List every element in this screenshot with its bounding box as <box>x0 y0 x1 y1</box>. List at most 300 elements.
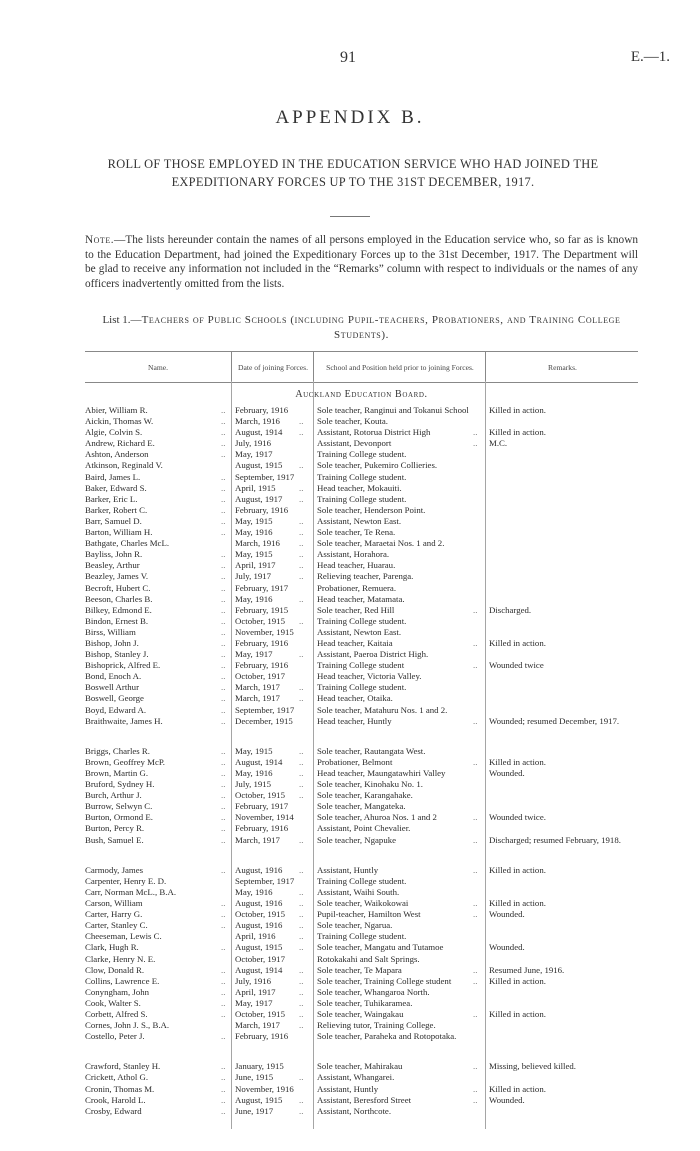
leader-dots: .. <box>299 745 304 756</box>
row-name: Bishop, Stanley J. <box>85 649 149 660</box>
row-name: Costello, Peter J. <box>85 1031 145 1042</box>
row-name: Brown, Martin G. <box>85 768 149 778</box>
row-date: May, 1916 <box>235 593 273 604</box>
row-remarks: Killed in action. <box>489 975 546 986</box>
row-date: December, 1915 <box>235 715 293 726</box>
table-row <box>85 801 638 812</box>
leader-dots: .. <box>299 986 304 997</box>
row-date: January, 1915 <box>235 1061 284 1072</box>
row-name: Clarke, Henry N. E. <box>85 953 156 964</box>
row-school: Assistant, Whangarei. <box>317 1072 395 1083</box>
leader-dots: .. <box>221 964 226 975</box>
table-row <box>85 693 638 704</box>
row-school: Sole teacher, Rautangata West. <box>317 745 426 756</box>
row-school: Training College student. <box>317 471 407 482</box>
row-remarks: Discharged. <box>489 604 532 615</box>
leader-dots: .. <box>473 1083 478 1094</box>
leader-dots: .. <box>299 515 304 526</box>
leader-dots: .. <box>221 571 226 582</box>
leader-dots: .. <box>221 898 226 909</box>
leader-dots: .. <box>299 920 304 931</box>
row-school: Sole teacher, Te Mapara <box>317 964 402 975</box>
row-school: Sole teacher, Kinohaku No. 1. <box>317 779 423 790</box>
row-name: Aickin, Thomas W. <box>85 416 154 427</box>
leader-dots: .. <box>221 704 226 715</box>
row-school: Sole teacher, Waingakau <box>317 1008 404 1019</box>
leader-dots: .. <box>299 931 304 942</box>
row-name: Bilkey, Edmond E. <box>85 604 152 615</box>
row-school: Head teacher, Maungatawhiri Valley <box>317 768 446 778</box>
leader-dots: .. <box>221 582 226 593</box>
row-school: Head teacher, Matamata. <box>317 593 405 604</box>
row-date: March, 1916 <box>235 416 280 427</box>
leader-dots: .. <box>221 942 226 953</box>
row-date: May, 1917 <box>235 997 273 1008</box>
row-date: June, 1915 <box>235 1072 274 1083</box>
row-date: September, 1917 <box>235 875 295 886</box>
leader-dots: .. <box>299 549 304 560</box>
row-date: August, 1916 <box>235 920 283 931</box>
row-date: August, 1915 <box>235 460 283 471</box>
row-school: Relieving teacher, Parenga. <box>317 571 414 582</box>
row-school: Pupil-teacher, Hamilton West <box>317 909 421 920</box>
leader-dots: .. <box>221 649 226 660</box>
row-date: November, 1915 <box>235 626 294 637</box>
row-remarks: Wounded twice. <box>489 812 546 823</box>
row-school: Sole teacher, Maraetai Nos. 1 and 2. <box>317 538 445 549</box>
table-row <box>85 682 638 693</box>
row-name: Carmody, James <box>85 864 144 875</box>
leader-dots: .. <box>221 549 226 560</box>
row-name: Bayliss, John R. <box>85 549 143 560</box>
row-remarks: Killed in action. <box>489 405 546 415</box>
row-date: September, 1917 <box>235 704 295 715</box>
leader-dots: .. <box>299 898 304 909</box>
row-date: February, 1916 <box>235 504 289 515</box>
row-date: May, 1915 <box>235 745 273 756</box>
leader-dots: .. <box>299 571 304 582</box>
row-date: February, 1916 <box>235 637 289 648</box>
row-date: June, 1917 <box>235 1105 274 1116</box>
row-name: Crosby, Edward <box>85 1105 142 1116</box>
table-row <box>85 965 638 976</box>
note-lead: Note. <box>85 234 115 246</box>
leader-dots: .. <box>473 975 478 986</box>
table-row <box>85 998 638 1009</box>
table-row <box>85 427 638 438</box>
table-row <box>85 823 638 834</box>
row-school: Training College student <box>317 660 405 671</box>
leader-dots: .. <box>299 493 304 504</box>
leader-dots: .. <box>473 898 478 909</box>
row-remarks: Wounded. <box>489 942 525 953</box>
leader-dots: .. <box>473 864 478 875</box>
row-date: October, 1917 <box>235 671 285 682</box>
leader-dots: .. <box>299 909 304 920</box>
row-name: Burch, Arthur J. <box>85 790 142 801</box>
row-name: Crook, Harold L. <box>85 1094 146 1105</box>
leader-dots: .. <box>473 427 478 438</box>
row-date: May, 1917 <box>235 649 273 660</box>
row-name: Beeson, Charles B. <box>85 593 153 604</box>
row-school: Assistant, Point Chevalier. <box>317 823 411 834</box>
row-remarks: Killed in action. <box>489 1008 546 1019</box>
row-school: Sole teacher, Red Hill <box>317 604 395 615</box>
row-name: Abier, William R. <box>85 405 148 415</box>
leader-dots: .. <box>221 1008 226 1019</box>
row-remarks: M.C. <box>489 438 508 449</box>
row-school: Head teacher, Kaitaia <box>317 637 393 648</box>
leader-dots: .. <box>221 920 226 931</box>
row-school: Assistant, Northcote. <box>317 1105 392 1116</box>
row-date: May, 1915 <box>235 549 273 560</box>
row-name: Bruford, Sydney H. <box>85 779 155 790</box>
leader-dots: .. <box>221 405 226 415</box>
row-remarks: Wounded; resumed December, 1917. <box>489 715 620 726</box>
row-name: Braithwaite, James H. <box>85 715 163 726</box>
table-row <box>85 790 638 801</box>
leader-dots: .. <box>473 1094 478 1105</box>
leader-dots: .. <box>221 438 226 449</box>
leader-dots: .. <box>299 779 304 790</box>
leader-dots: .. <box>299 997 304 1008</box>
leader-dots: .. <box>299 834 304 845</box>
row-date: March, 1917 <box>235 682 280 693</box>
table-row <box>85 876 638 887</box>
leader-dots: .. <box>221 593 226 604</box>
leader-dots: .. <box>299 1008 304 1019</box>
column-header-school: School and Position held prior to joining Forces. <box>313 352 486 382</box>
row-date: March, 1917 <box>235 693 280 704</box>
leader-dots: .. <box>221 615 226 626</box>
row-date: November, 1916 <box>235 1083 294 1094</box>
table-row <box>85 449 638 460</box>
row-name: Crickett, Athol G. <box>85 1072 149 1083</box>
row-school: Assistant, Paeroa District High. <box>317 649 429 660</box>
row-name: Cheeseman, Lewis C. <box>85 931 162 942</box>
row-school: Assistant, Newton East. <box>317 626 402 637</box>
row-name: Clow, Donald R. <box>85 964 145 975</box>
row-school: Assistant, Devonport <box>317 438 392 449</box>
table-row <box>85 549 638 560</box>
note-text: —The lists hereunder contain the names of all persons employed in the Education service who, so far as is known to the Education Department, had joined the Expeditionary Forces up to the 31st December, 1917. The Department will be glad to receive any information not included in the “Remarks” column with respect to individuals or the names of any officers inadvertently omitted from the lists. <box>85 234 638 290</box>
row-date: August, 1914 <box>235 427 283 438</box>
table-row <box>85 898 638 909</box>
table-header <box>85 351 638 383</box>
leader-dots: .. <box>473 909 478 920</box>
leader-dots: .. <box>221 1083 226 1094</box>
row-school: Sole teacher, Whangaroa North. <box>317 986 430 997</box>
row-date: July, 1916 <box>235 975 272 986</box>
row-school: Sole teacher, Henderson Point. <box>317 504 426 515</box>
row-date: April, 1917 <box>235 986 276 997</box>
row-date: May, 1916 <box>235 886 273 897</box>
row-school: Sole teacher, Te Rena. <box>317 527 396 538</box>
leader-dots: .. <box>473 715 478 726</box>
leader-dots: .. <box>299 460 304 471</box>
row-date: March, 1917 <box>235 1020 280 1031</box>
row-name: Carson, William <box>85 898 143 909</box>
leader-dots: .. <box>221 560 226 571</box>
row-school: Sole teacher, Training College student <box>317 975 452 986</box>
table-row <box>85 627 638 638</box>
row-date: September, 1917 <box>235 471 295 482</box>
row-school: Assistant, Huntly <box>317 1083 379 1094</box>
row-school: Training College student. <box>317 682 407 693</box>
leader-dots: .. <box>299 964 304 975</box>
leader-dots: .. <box>221 416 226 427</box>
row-name: Barr, Samuel D. <box>85 515 142 526</box>
row-date: October, 1915 <box>235 1008 285 1019</box>
row-school: Assistant, Horahora. <box>317 549 390 560</box>
leader-dots: .. <box>299 482 304 493</box>
row-school: Sole teacher, Ahuroa Nos. 1 and 2 <box>317 812 437 823</box>
table-row <box>85 638 638 649</box>
table-row <box>85 909 638 920</box>
row-school: Head teacher, Otaika. <box>317 693 393 704</box>
row-remarks: Resumed June, 1916. <box>489 964 565 975</box>
row-remarks: Killed in action. <box>489 898 546 909</box>
row-remarks: Missing, believed killed. <box>489 1061 576 1072</box>
row-school: Assistant, Newton East. <box>317 515 402 526</box>
table-row <box>85 887 638 898</box>
row-date: February, 1916 <box>235 823 289 834</box>
table-row <box>85 812 638 823</box>
leader-dots: .. <box>299 975 304 986</box>
row-name: Briggs, Charles R. <box>85 745 150 756</box>
row-date: February, 1916 <box>235 405 289 415</box>
row-name: Brown, Geoffrey McP. <box>85 756 165 767</box>
leader-dots: .. <box>299 527 304 538</box>
row-school: Sole teacher, Mangateka. <box>317 801 406 812</box>
leader-dots: .. <box>221 997 226 1008</box>
row-remarks: Wounded. <box>489 909 525 920</box>
leader-dots: .. <box>221 756 226 767</box>
row-date: May, 1916 <box>235 527 273 538</box>
row-date: August, 1915 <box>235 1094 283 1105</box>
leader-dots: .. <box>299 560 304 571</box>
list-heading-prefix: List 1.— <box>102 314 142 326</box>
row-date: August, 1916 <box>235 864 283 875</box>
row-name: Burton, Ormond E. <box>85 812 153 823</box>
row-remarks: Wounded. <box>489 768 525 778</box>
leader-dots: .. <box>299 1020 304 1031</box>
row-school: Sole teacher, Matahuru Nos. 1 and 2. <box>317 704 448 715</box>
row-name: Atkinson, Reginald V. <box>85 460 163 471</box>
row-school: Assistant, Huntly <box>317 864 379 875</box>
table-row <box>85 583 638 594</box>
table-row <box>85 649 638 660</box>
row-name: Barton, William H. <box>85 527 153 538</box>
row-remarks: Killed in action. <box>489 1083 546 1094</box>
table-row <box>85 527 638 538</box>
row-date: August, 1915 <box>235 942 283 953</box>
leader-dots: .. <box>473 756 478 767</box>
list-heading-text: Teachers of Public Schools (including Pupil-teachers, Probationers, and Training College Students). <box>141 314 621 341</box>
leader-dots: .. <box>473 812 478 823</box>
table-row <box>85 779 638 790</box>
roll-title: ROLL OF THOSE EMPLOYED IN THE EDUCATION SERVICE WHO HAD JOINED THE EXPEDITIONARY FORCES UP TO THE 31ST DECEMBER, 1917. <box>107 157 599 189</box>
leader-dots: .. <box>221 626 226 637</box>
row-school: Probationer, Belmont <box>317 756 393 767</box>
leader-dots: .. <box>221 1031 226 1042</box>
row-name: Baker, Edward S. <box>85 482 147 493</box>
leader-dots: .. <box>221 715 226 726</box>
leader-dots: .. <box>221 604 226 615</box>
row-school: Assistant, Beresford Street <box>317 1094 412 1105</box>
leader-dots: .. <box>221 449 226 460</box>
table-row <box>85 976 638 987</box>
row-date: November, 1914 <box>235 812 294 823</box>
table-row <box>85 416 638 427</box>
leader-dots: .. <box>221 693 226 704</box>
leader-dots: .. <box>221 790 226 801</box>
row-school: Sole teacher, Ranginui and Tokanui School <box>317 405 469 415</box>
leader-dots: .. <box>299 649 304 660</box>
row-school: Head teacher, Mokauiti. <box>317 482 402 493</box>
row-name: Burton, Percy R. <box>85 823 145 834</box>
leader-dots: .. <box>221 779 226 790</box>
leader-dots: .. <box>221 671 226 682</box>
table-row <box>85 472 638 483</box>
row-name: Boswell Arthur <box>85 682 140 693</box>
row-name: Ashton, Anderson <box>85 449 149 460</box>
row-date: October, 1915 <box>235 790 285 801</box>
table-row <box>85 671 638 682</box>
leader-dots: .. <box>473 1061 478 1072</box>
row-date: May, 1917 <box>235 449 273 460</box>
leader-dots: .. <box>221 527 226 538</box>
row-date: August, 1917 <box>235 493 283 504</box>
table-row <box>85 942 638 953</box>
leader-dots: .. <box>299 427 304 438</box>
row-date: March, 1917 <box>235 834 280 845</box>
row-name: Birss, William <box>85 626 136 637</box>
row-date: February, 1916 <box>235 1031 289 1042</box>
row-remarks: Killed in action. <box>489 864 546 875</box>
row-name: Carter, Stanley C. <box>85 920 148 931</box>
row-name: Bathgate, Charles McL. <box>85 538 170 549</box>
column-header-remarks: Remarks. <box>485 352 639 382</box>
table-row <box>85 571 638 582</box>
row-school: Sole teacher, Mangatu and Tutamoe <box>317 942 444 953</box>
row-school: Sole teacher, Waikokowai <box>317 898 409 909</box>
row-date: August, 1914 <box>235 756 283 767</box>
leader-dots: .. <box>221 427 226 438</box>
table-row <box>85 438 638 449</box>
row-school: Sole teacher, Paraheka and Rotopotaka. <box>317 1031 457 1042</box>
table-row <box>85 757 638 768</box>
row-date: October, 1915 <box>235 615 285 626</box>
row-remarks: Discharged; resumed February, 1918. <box>489 834 621 845</box>
row-date: February, 1915 <box>235 604 289 615</box>
table-row <box>85 460 638 471</box>
table-row <box>85 505 638 516</box>
leader-dots: .. <box>299 1072 304 1083</box>
leader-dots: .. <box>299 942 304 953</box>
leader-dots: .. <box>221 975 226 986</box>
table-row <box>85 987 638 998</box>
row-date: July, 1915 <box>235 779 272 790</box>
row-school: Sole teacher, Ngapuke <box>317 834 397 845</box>
row-name: Bond, Enoch A. <box>85 671 142 682</box>
leader-dots: .. <box>299 615 304 626</box>
row-name: Boswell, George <box>85 693 144 704</box>
table-row <box>85 1020 638 1031</box>
row-school: Sole teacher, Ngarua. <box>317 920 393 931</box>
row-name: Carr, Norman McL., B.A. <box>85 886 177 897</box>
row-school: Sole teacher, Karangahake. <box>317 790 413 801</box>
row-date: July, 1916 <box>235 438 272 449</box>
row-name: Cornes, John J. S., B.A. <box>85 1020 170 1031</box>
leader-dots: .. <box>473 964 478 975</box>
leader-dots: .. <box>473 1008 478 1019</box>
row-remarks: Killed in action. <box>489 756 546 767</box>
leader-dots: .. <box>221 493 226 504</box>
table-row <box>85 405 638 416</box>
leader-dots: .. <box>221 909 226 920</box>
leader-dots: .. <box>221 812 226 823</box>
row-school: Training College student. <box>317 493 407 504</box>
row-name: Burrow, Selwyn C. <box>85 801 153 812</box>
row-school: Assistant, Rotorua District High <box>317 427 431 438</box>
row-school: Relieving tutor, Training College. <box>317 1020 436 1031</box>
row-name: Cronin, Thomas M. <box>85 1083 155 1094</box>
leader-dots: .. <box>473 438 478 449</box>
leader-dots: .. <box>299 593 304 604</box>
row-school: Head teacher, Huntly <box>317 715 392 726</box>
row-name: Algie, Colvin S. <box>85 427 143 438</box>
table-row <box>85 560 638 571</box>
leader-dots: .. <box>221 482 226 493</box>
row-name: Collins, Lawrence E. <box>85 975 160 986</box>
row-date: October, 1917 <box>235 953 285 964</box>
row-name: Barker, Eric L. <box>85 493 138 504</box>
table-row <box>85 768 638 779</box>
row-name: Baird, James L. <box>85 471 141 482</box>
row-name: Boyd, Edward A. <box>85 704 147 715</box>
page-number: 91 <box>340 49 356 66</box>
table-row <box>85 616 638 627</box>
table-row <box>85 1072 638 1083</box>
row-school: Sole teacher, Pukemiro Collieries. <box>317 460 438 471</box>
row-school: Head teacher, Victoria Valley. <box>317 671 422 682</box>
leader-dots: .. <box>221 660 226 671</box>
row-name: Beazley, James V. <box>85 571 149 582</box>
table-row <box>85 746 638 757</box>
row-name: Bindon, Ernest B. <box>85 615 149 626</box>
leader-dots: .. <box>299 682 304 693</box>
leader-dots: .. <box>221 864 226 875</box>
title-divider <box>330 216 370 217</box>
row-name: Cook, Walter S. <box>85 997 141 1008</box>
row-date: July, 1917 <box>235 571 272 582</box>
leader-dots: .. <box>221 1105 226 1116</box>
row-school: Assistant, Waihi South. <box>317 886 400 897</box>
leader-dots: .. <box>221 637 226 648</box>
leader-dots: .. <box>473 604 478 615</box>
row-date: October, 1915 <box>235 909 285 920</box>
row-date: May, 1916 <box>235 768 273 778</box>
leader-dots: .. <box>221 1094 226 1105</box>
row-date: August, 1914 <box>235 964 283 975</box>
row-school: Training College student. <box>317 449 407 460</box>
row-name: Conyngham, John <box>85 986 150 997</box>
row-date: August, 1916 <box>235 898 283 909</box>
table-row <box>85 835 638 857</box>
table-row <box>85 494 638 505</box>
leader-dots: .. <box>221 801 226 812</box>
